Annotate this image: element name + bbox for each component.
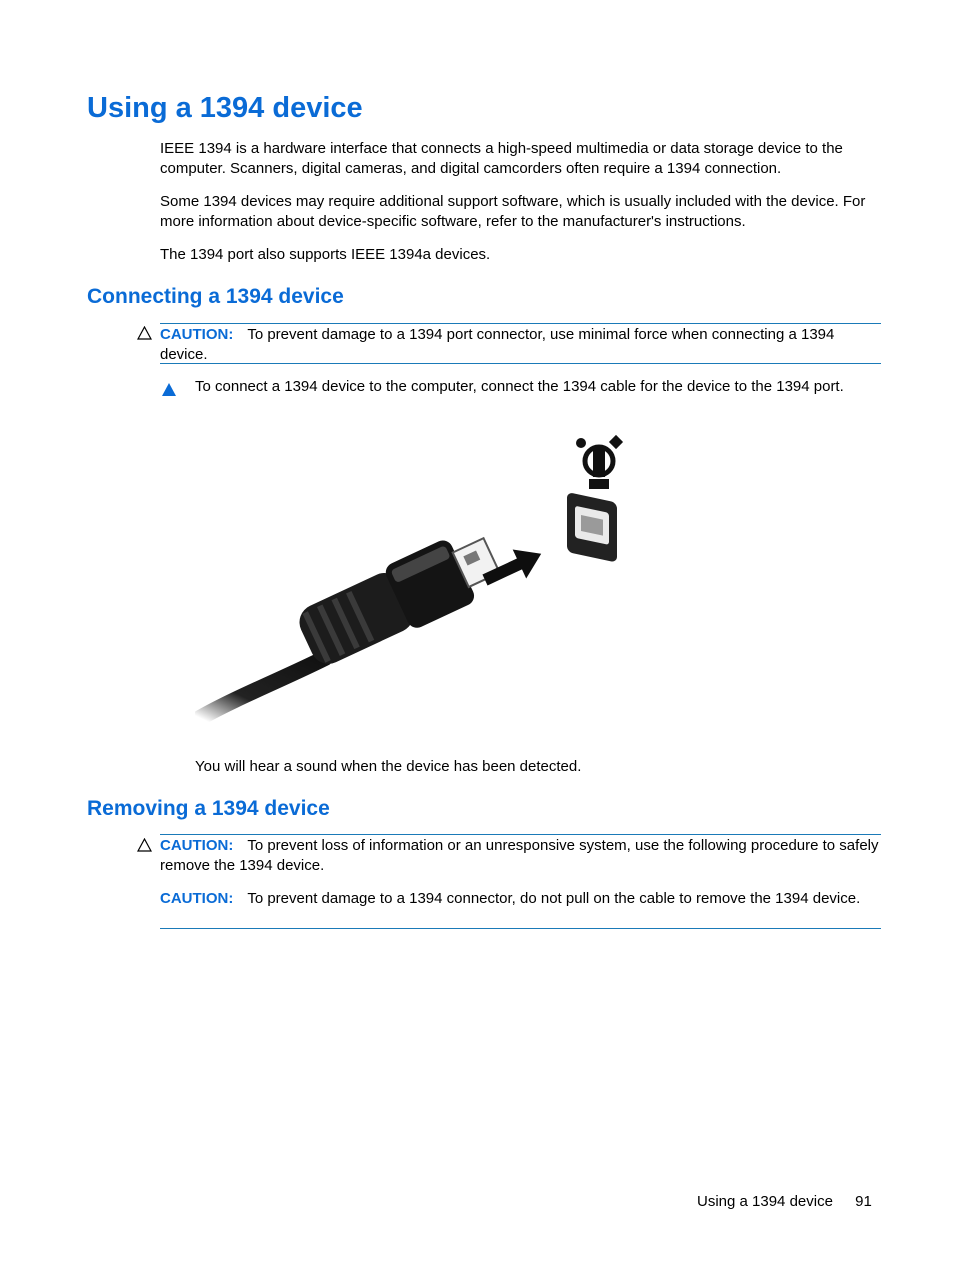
caution-label: CAUTION: — [160, 890, 234, 907]
step-text: To connect a 1394 device to the computer, connect the 1394 cable for the device to the 1394 port. — [195, 378, 844, 395]
footer-section: Using a 1394 device — [697, 1193, 833, 1210]
caution-connecting — [160, 323, 881, 364]
caution-text: To prevent loss of information or an unresponsive system, use the following procedure to safely remove the 1394 device. — [160, 837, 879, 874]
footer — [697, 1193, 872, 1210]
caution-label: CAUTION: — [160, 837, 234, 854]
firewire-symbol-icon — [576, 435, 623, 489]
page-number: 91 — [855, 1193, 872, 1210]
detected-text: You will hear a sound when the device has been detected. — [195, 758, 582, 775]
caution-text: To prevent damage to a 1394 port connector, use minimal force when connecting a 1394 device. — [160, 326, 835, 363]
caution-text: To prevent damage to a 1394 connector, do not pull on the cable to remove the 1394 device. — [247, 890, 861, 907]
cable-illustration — [195, 430, 635, 735]
removing-heading: Removing a 1394 device — [87, 797, 330, 820]
caution-removing-1 — [160, 836, 881, 876]
intro-paragraph-3: The 1394 port also supports IEEE 1394a devices. — [160, 246, 491, 263]
page-title: Using a 1394 device — [87, 92, 363, 124]
caution-removing — [160, 834, 881, 929]
connecting-heading: Connecting a 1394 device — [87, 285, 344, 308]
caution-triangle-icon — [137, 326, 152, 340]
intro-paragraph-2: Some 1394 devices may require additional support software, which is usually included with the device. For more information about device-specific software, refer to the manufacturer's instructions. — [160, 193, 866, 230]
caution-triangle-icon — [137, 838, 152, 852]
step-bullet-icon — [162, 383, 176, 396]
caution-label: CAUTION: — [160, 326, 234, 343]
intro-paragraph-1: IEEE 1394 is a hardware interface that connects a high-speed multimedia or data storage device to the computer. Scanners, digital cameras, and digital camcorders often require a 1394 connection. — [160, 140, 843, 177]
caution-removing-2 — [160, 889, 881, 909]
